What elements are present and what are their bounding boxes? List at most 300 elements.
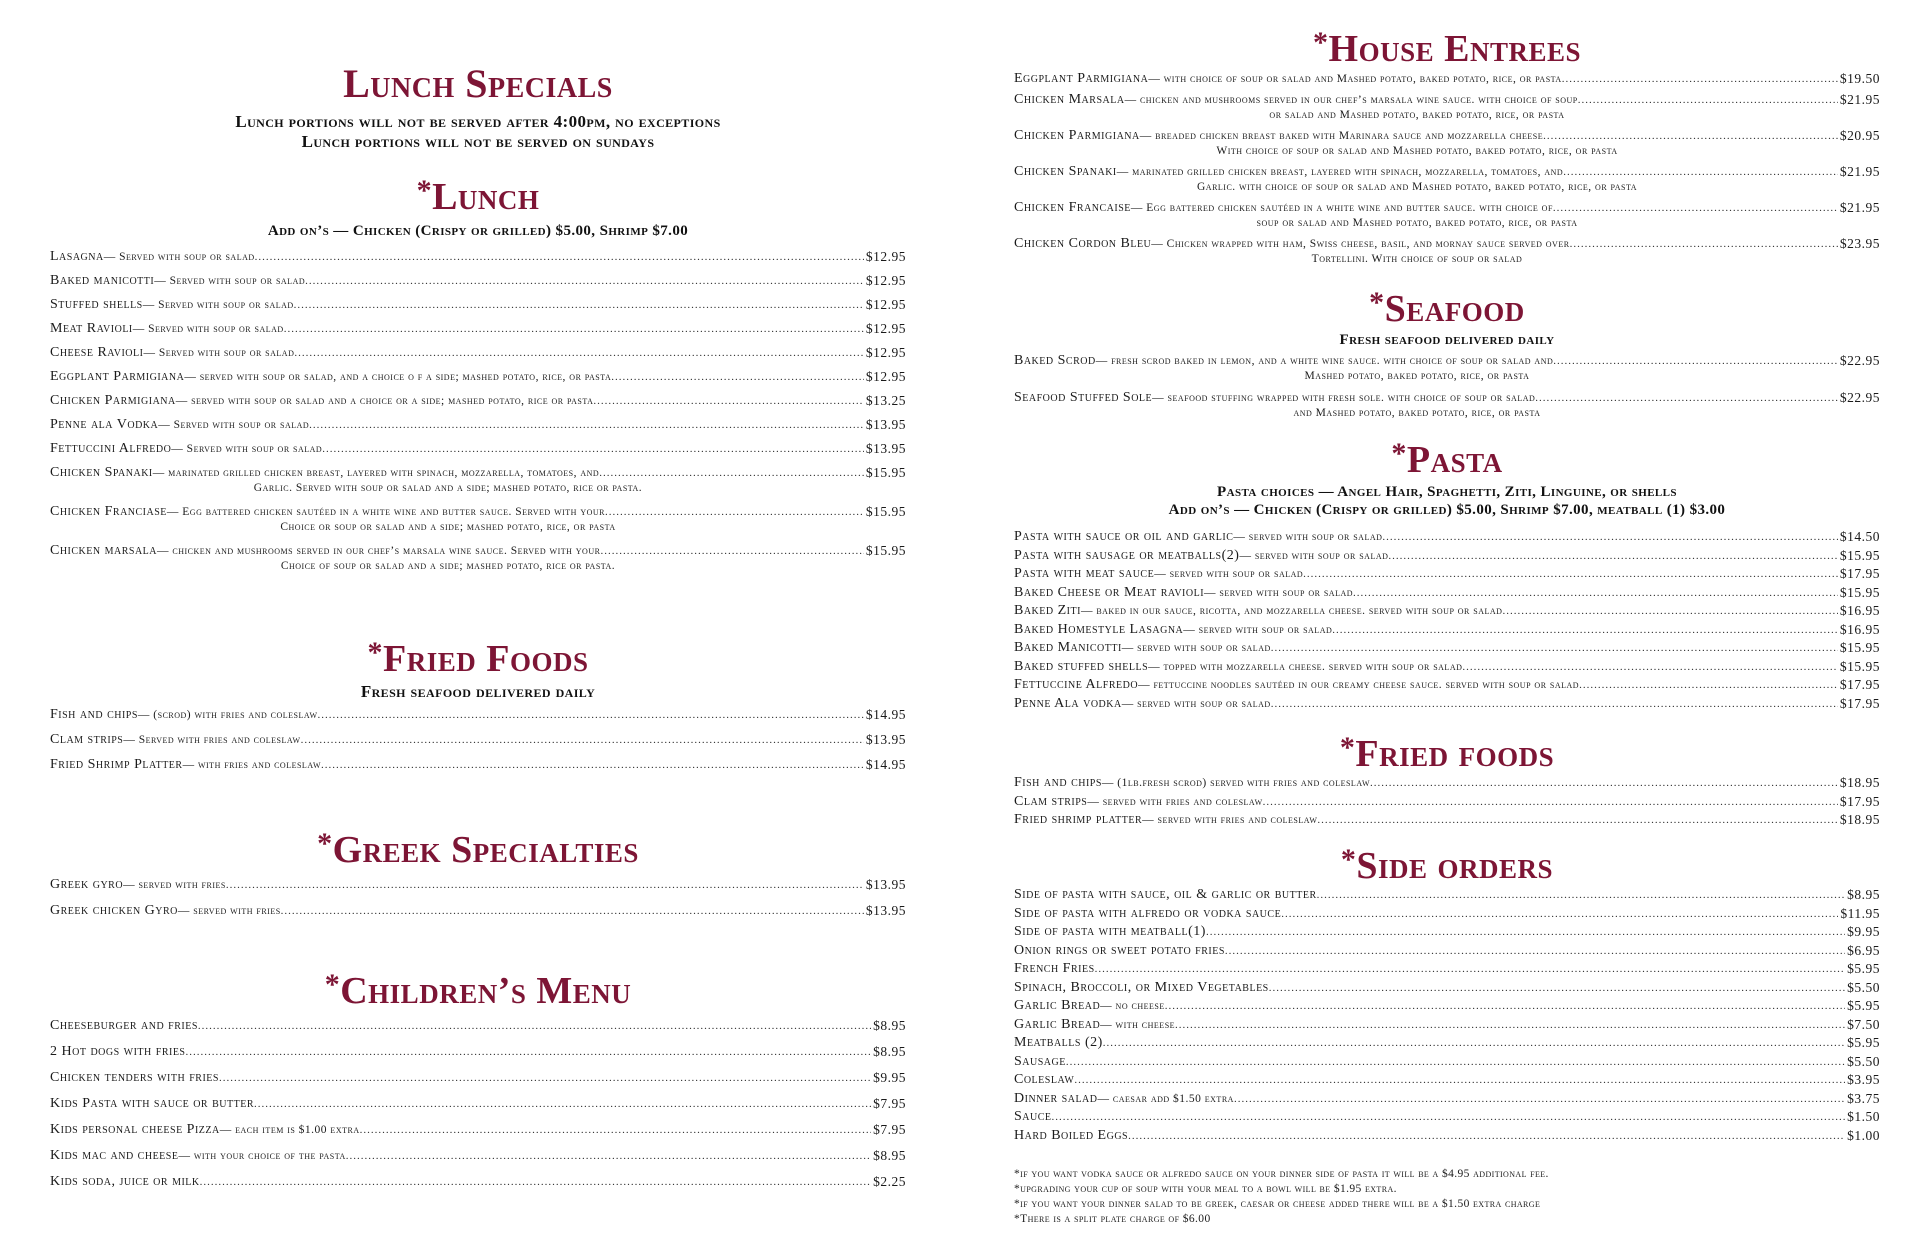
item-name: Kids Pasta with sauce or butter (50, 1096, 254, 1111)
item-price: $12.95 (865, 345, 906, 360)
fried-foods-right-items (1014, 775, 1880, 828)
item-name: Eggplant Parmigiana (50, 369, 185, 384)
item-price: $19.50 (1839, 71, 1880, 86)
menu-item-row (50, 417, 906, 433)
item-price: $1.00 (1847, 1127, 1880, 1143)
item-name: Stuffed shells (50, 297, 143, 312)
menu-item (50, 417, 906, 433)
item-price: $2.25 (873, 1174, 906, 1189)
menu-item-row (1014, 71, 1880, 87)
footnote: *upgrading your cup of soup with your meal to a bowl will be $1.95 extra. (1014, 1183, 1397, 1195)
menu-item-row (1014, 1091, 1880, 1107)
menu-item-row (50, 877, 906, 893)
item-description: — marinated grilled chicken breast, layered with spinach, mozzarella, tomatoes, and (152, 467, 600, 479)
item-description-continued: Choice of soup or salad and a side; mashed potato, rice or pasta. (280, 560, 616, 572)
item-description-continued: soup or salad and Mashed potato, baked potato, rice, or pasta (1256, 217, 1578, 229)
menu-item-row (50, 1174, 906, 1190)
menu-item-row (50, 757, 906, 773)
menu-item-row (1014, 677, 1880, 693)
menu-item-row (50, 249, 906, 265)
item-description-continued: With choice of soup or salad and Mashed potato, baked potato, rice, or pasta (1216, 145, 1618, 157)
item-description: — Served with soup or salad (103, 251, 255, 263)
item-name: Sausage (1014, 1053, 1066, 1069)
menu-item (1014, 236, 1880, 267)
item-price: $6.95 (1847, 942, 1880, 958)
dot-leader (1543, 128, 1838, 144)
item-name: Fettuccine Alfredo (1014, 677, 1139, 692)
item-price: $20.95 (1839, 128, 1880, 143)
item-price: $11.95 (1840, 905, 1880, 921)
footnotes (1014, 1167, 1880, 1227)
menu-item-row (1014, 775, 1880, 791)
menu-item-row (1014, 548, 1880, 564)
item-price: $17.95 (1839, 695, 1880, 711)
menu-item-row (50, 707, 906, 723)
pasta-addons: Add on’s — Chicken (Crispy or grilled) $5.00, Shrimp $7.00, meatball (1) $3.00 (1168, 502, 1726, 518)
item-description: — baked in our sauce, ricotta, and mozzarella cheese. served with soup or salad (1080, 605, 1503, 617)
item-price: $18.95 (1839, 812, 1880, 827)
lunch-items (50, 249, 906, 574)
house-entrees-section (1014, 26, 1880, 272)
dot-leader (305, 273, 864, 289)
item-name: Fettuccini Alfredo (50, 441, 172, 456)
menu-item (1014, 1128, 1880, 1144)
item-price: $13.95 (865, 732, 906, 747)
menu-item-row (1014, 943, 1880, 959)
item-name: Chicken Francaise (1014, 200, 1131, 215)
menu-item-row (1014, 659, 1880, 675)
item-name: Seafood Stuffed Sole (1014, 390, 1153, 405)
item-description: — topped with mozzarella cheese. served with soup or salad (1148, 660, 1463, 673)
dot-leader (611, 369, 864, 385)
menu-item (1014, 548, 1880, 564)
item-name: Side of pasta with meatball(1) (1014, 924, 1206, 939)
item-name: Fried Shrimp Platter (50, 757, 183, 772)
menu-item (50, 465, 906, 496)
pasta-section (1014, 437, 1880, 714)
item-price: $13.95 (865, 417, 906, 432)
fried-foods-right-section (1014, 731, 1880, 831)
item-description: — served with soup or salad (1204, 586, 1354, 599)
item-name: Chicken Spanaki (1014, 164, 1117, 179)
dot-leader (1103, 1035, 1845, 1051)
item-description: — served with soup or salad, and a choice o f a side; mashed potato, rice, or pasta (184, 371, 612, 383)
dot-leader (322, 441, 864, 457)
dot-leader (1462, 659, 1838, 675)
dot-leader (200, 1174, 872, 1190)
dot-leader (1128, 1128, 1845, 1144)
menu-item-row (1014, 200, 1880, 216)
menu-item-row (1014, 529, 1880, 545)
side-orders-title: *Side orders (1340, 843, 1554, 887)
item-description: — Served with fries and coleslaw (123, 734, 301, 746)
menu-item-row (50, 273, 906, 289)
item-description-continued: and Mashed potato, baked potato, rice, or pasta (1293, 407, 1541, 419)
menu-item (50, 1070, 906, 1086)
dot-leader (593, 393, 863, 409)
item-description: — Egg battered chicken sautéed in a white wine and butter sauce. Served with your (166, 506, 605, 518)
item-name: Cheese Ravioli (50, 345, 144, 360)
item-name: Fish and chips (50, 707, 138, 722)
item-description-continued: Garlic. Served with soup or salad and a side; mashed potato, rice or pasta. (253, 482, 643, 494)
item-price: $12.95 (865, 297, 906, 312)
menu-item (50, 877, 906, 893)
menu-item (1014, 71, 1880, 87)
menu-item (1014, 200, 1880, 231)
item-description: — chicken and mushrooms served in our chef’s marsala wine sauce. with choice of soup (1124, 94, 1578, 106)
menu-item (1014, 128, 1880, 159)
item-price: $12.95 (865, 249, 906, 264)
item-price: $5.95 (1847, 998, 1880, 1013)
menu-item-row (50, 441, 906, 457)
item-description: — served with soup or salad (1154, 568, 1304, 580)
dot-leader (294, 345, 864, 361)
item-price: $3.95 (1847, 1072, 1880, 1087)
footnote: *if you want your dinner salad to be greek, caesar or cheese added there will be a $1.50 extra charge (1014, 1198, 1541, 1210)
dot-leader (1234, 1091, 1845, 1107)
fried-foods-section (50, 636, 906, 782)
item-name: Chicken Cordon Bleu (1014, 236, 1152, 251)
item-price: $12.95 (865, 321, 906, 336)
menu-item-row (50, 543, 906, 559)
item-price: $17.95 (1839, 566, 1880, 581)
dot-leader (284, 321, 864, 337)
item-name: Kids mac and cheese (50, 1148, 179, 1163)
menu-item (1014, 812, 1880, 828)
menu-item-row (50, 297, 906, 313)
menu-item (1014, 603, 1880, 619)
item-name: Baked Scrod (1014, 353, 1096, 368)
dot-leader (254, 1096, 871, 1112)
item-name: Fried shrimp platter (1014, 812, 1143, 827)
menu-item (1014, 775, 1880, 791)
menu-item (50, 504, 906, 535)
menu-item (1014, 924, 1880, 940)
item-price: $7.95 (873, 1122, 906, 1137)
item-description: — Served with soup or salad (171, 443, 323, 455)
item-description: — breaded chicken breast baked with Marinara sauce and mozzarella cheese (1139, 130, 1544, 142)
item-description: — fettuccine noodles sautéed in our creamy cheese sauce. served with soup or salad (1138, 679, 1580, 691)
menu-item (50, 1096, 906, 1112)
menu-item (1014, 961, 1880, 977)
menu-item (1014, 1072, 1880, 1088)
menu-item (1014, 529, 1880, 545)
pasta-choices: Pasta choices — Angel Hair, Spaghetti, Ziti, Linguine, or shells (1217, 484, 1677, 500)
menu-item-row (1014, 1035, 1880, 1051)
item-price: $13.95 (865, 877, 906, 892)
menu-item-row (50, 1122, 906, 1138)
dot-leader (1502, 603, 1837, 619)
item-price: $12.95 (865, 369, 906, 384)
item-description: — served with soup or salad (1183, 623, 1333, 636)
item-price: $5.50 (1847, 1053, 1880, 1069)
menu-item (1014, 677, 1880, 693)
item-description: — served with fries (123, 879, 226, 891)
item-price: $21.95 (1839, 164, 1880, 179)
seafood-section (1014, 286, 1880, 427)
item-name: Penne ala Vodka (50, 417, 159, 432)
menu-item-row (1014, 92, 1880, 108)
menu-item-row (1014, 128, 1880, 144)
item-name: Baked stuffed shells (1014, 658, 1149, 674)
item-name: Greek chicken Gyro (50, 903, 178, 918)
lunch-addons: Add on’s — Chicken (Crispy or grilled) $5.00, Shrimp $7.00 (267, 223, 689, 239)
dot-leader (1074, 1072, 1845, 1088)
pasta-items (1014, 529, 1880, 712)
item-price: $21.95 (1839, 200, 1880, 215)
menu-item-row (1014, 1109, 1880, 1125)
menu-item (50, 321, 906, 337)
item-name: Baked Manicotti (1014, 640, 1122, 655)
item-description: — each item is $1.00 extra (219, 1124, 360, 1136)
item-description: — Chicken wrapped with ham, Swiss cheese, basil, and mornay sauce served over (1151, 238, 1570, 250)
menu-item-row (50, 369, 906, 385)
menu-item-row (1014, 603, 1880, 619)
item-description-continued: Mashed potato, baked potato, rice, or pasta (1304, 370, 1530, 382)
menu-item-row (1014, 353, 1880, 369)
item-description: — served with soup or salad (1233, 531, 1383, 543)
dot-leader (600, 543, 863, 559)
item-name: Spinach, Broccoli, or Mixed Vegetables (1014, 979, 1269, 995)
menu-item (50, 732, 906, 748)
menu-item (1014, 622, 1880, 638)
dot-leader (605, 504, 864, 520)
item-description: — Served with soup or salad (143, 347, 295, 359)
menu-item (1014, 1017, 1880, 1033)
item-name: Side of pasta with alfredo or vodka sauce (1014, 905, 1282, 921)
dot-leader (1052, 1109, 1846, 1125)
dot-leader (1317, 812, 1837, 828)
dot-leader (1553, 200, 1838, 216)
item-description: — seafood stuffing wrapped with fresh sole. with choice of soup or salad (1152, 392, 1536, 404)
item-name: Kids soda, juice or milk (50, 1174, 200, 1189)
item-description: — served with soup or salad (1121, 697, 1271, 710)
item-name: Chicken Spanaki (50, 465, 153, 480)
menu-item (50, 1044, 906, 1060)
item-price: $8.95 (873, 1148, 906, 1163)
menu-item (1014, 640, 1880, 656)
dot-leader (1578, 92, 1838, 108)
dot-leader (346, 1148, 871, 1164)
item-name: Chicken marsala (50, 543, 158, 558)
menu-item (1014, 164, 1880, 195)
dot-leader (1388, 548, 1837, 564)
pasta-title: *Pasta (1391, 437, 1503, 481)
item-price: $15.95 (1839, 658, 1880, 674)
item-name: Pasta with sausage or meatballs(2) (1014, 547, 1240, 563)
item-price: $15.95 (1839, 547, 1880, 563)
dot-leader (226, 877, 864, 893)
fried-foods-items (50, 707, 906, 773)
item-name: Clam strips (1014, 793, 1088, 809)
item-price: $15.95 (865, 504, 906, 519)
item-description: — served with soup or salad (1121, 642, 1271, 654)
dot-leader (186, 1044, 872, 1060)
menu-item-row (1014, 585, 1880, 601)
item-price: $8.95 (1847, 887, 1880, 902)
menu-item-row (1014, 812, 1880, 828)
menu-item (1014, 1091, 1880, 1107)
dot-leader (1563, 164, 1838, 180)
menu-item (50, 903, 906, 919)
dot-leader (1263, 794, 1838, 810)
item-price: $17.95 (1839, 793, 1880, 809)
item-name: Pasta with sauce or oil and garlic (1014, 529, 1234, 544)
menu-item-row (50, 903, 906, 919)
menu-item-row (50, 321, 906, 337)
dot-leader (599, 465, 864, 481)
item-name: Garlic Bread (1014, 1016, 1101, 1032)
dot-leader (1281, 906, 1838, 922)
childrens-title: *Children’s Menu (324, 968, 632, 1012)
menu-item (50, 1148, 906, 1164)
item-name: Side of pasta with sauce, oil & garlic or butter (1014, 887, 1317, 902)
dot-leader (1165, 998, 1845, 1014)
item-description: — no cheese (1100, 1000, 1165, 1012)
dot-leader (198, 1018, 871, 1034)
menu-item-row (1014, 390, 1880, 406)
menu-item (1014, 1035, 1880, 1051)
menu-item (1014, 943, 1880, 959)
item-price: $15.95 (865, 543, 906, 558)
item-price: $7.50 (1847, 1016, 1880, 1032)
item-price: $22.95 (1839, 353, 1880, 368)
item-name: Baked Ziti (1014, 603, 1081, 618)
menu-item-row (1014, 998, 1880, 1014)
item-name: Coleslaw (1014, 1072, 1075, 1087)
item-price: $7.95 (873, 1096, 906, 1111)
item-price: $9.95 (873, 1070, 906, 1085)
dot-leader (1095, 961, 1845, 977)
item-name: Chicken Marsala (1014, 92, 1125, 107)
item-description: — Served with soup or salad (158, 419, 310, 431)
item-name: Pasta with meat sauce (1014, 566, 1155, 581)
item-price: $22.95 (1839, 390, 1880, 405)
item-name: Chicken tenders with fries (50, 1070, 219, 1085)
menu-item-row (50, 393, 906, 409)
item-description-continued: or salad and Mashed potato, baked potato, rice, or pasta (1269, 109, 1565, 121)
dot-leader (318, 707, 864, 723)
dot-leader (1370, 775, 1838, 791)
item-description: — with cheese (1100, 1018, 1176, 1031)
house-entrees-items (1014, 71, 1880, 267)
item-name: Lasagna (50, 249, 104, 264)
item-name: Kids personal cheese Pizza (50, 1122, 220, 1137)
menu-item-row (1014, 622, 1880, 638)
item-price: $13.25 (865, 393, 906, 408)
item-name: Baked Cheese or Meat ravioli (1014, 584, 1205, 600)
item-price: $15.95 (865, 465, 906, 480)
childrens-items (50, 1018, 906, 1190)
menu-item (50, 1122, 906, 1138)
menu-item-row (1014, 794, 1880, 810)
seafood-title: *Seafood (1369, 286, 1525, 330)
item-description: — served with fries (177, 905, 281, 917)
item-price: $3.75 (1847, 1090, 1880, 1106)
item-description: — fresh scrod baked in lemon, and a white wine sauce. with choice of soup or salad and (1095, 355, 1554, 367)
dot-leader (1066, 1054, 1845, 1070)
menu-item-row (1014, 1017, 1880, 1033)
greek-items (50, 877, 906, 919)
dot-leader (1353, 585, 1838, 601)
dot-leader (321, 757, 864, 773)
childrens-section (50, 968, 906, 1200)
item-name: French Fries (1014, 961, 1095, 976)
item-description: — with fries and coleslaw (182, 759, 321, 771)
menu-item-row (1014, 1054, 1880, 1070)
item-price: $8.95 (873, 1044, 906, 1059)
dot-leader (1579, 677, 1838, 693)
item-name: Penne Ala vodka (1014, 695, 1122, 711)
item-description: — with your choice of the pasta (178, 1150, 346, 1162)
menu-item (50, 1018, 906, 1034)
item-name: 2 Hot dogs with fries (50, 1044, 186, 1059)
item-price: $12.95 (865, 273, 906, 288)
dot-leader (1269, 980, 1845, 996)
item-price: $17.95 (1839, 677, 1880, 692)
item-description: — served with fries and coleslaw (1087, 795, 1263, 808)
menu-item (1014, 980, 1880, 996)
menu-item-row (1014, 566, 1880, 582)
footnote: *if you want vodka sauce or alfredo sauce on your dinner side of pasta it will be a $4.95 additional fee. (1014, 1168, 1549, 1180)
menu-item (50, 369, 906, 385)
side-orders-section (1014, 843, 1880, 1146)
item-description: — Served with soup or salad (132, 323, 284, 335)
menu-item (50, 297, 906, 313)
house-entrees-title: *House Entrees (1313, 26, 1581, 70)
dot-leader (1382, 529, 1837, 545)
menu-item-row (50, 345, 906, 361)
item-name: Dinner salad (1014, 1090, 1098, 1106)
lunch-specials-header (50, 63, 906, 152)
item-description-continued: Garlic. with choice of soup or salad and Mashed potato, baked potato, rice, or pasta (1196, 181, 1638, 193)
menu-item (1014, 794, 1880, 810)
item-name: Meatballs (2) (1014, 1035, 1103, 1050)
fried-foods-title: *Fried Foods (367, 636, 589, 680)
item-price: $8.95 (873, 1018, 906, 1033)
dot-leader (1570, 236, 1838, 252)
item-description-continued: Tortellini. With choice of soup or salad (1311, 253, 1523, 265)
menu-item-row (1014, 961, 1880, 977)
menu-item-row (50, 465, 906, 481)
item-name: Chicken Parmigiana (1014, 128, 1140, 143)
lunch-specials-title: Lunch Specials (343, 61, 613, 106)
item-description: — Served with soup or salad (142, 299, 294, 311)
dot-leader (1553, 353, 1838, 369)
dot-leader (1535, 390, 1838, 406)
item-name: Onion rings or sweet potato fries (1014, 942, 1225, 958)
item-price: $18.95 (1839, 775, 1880, 790)
item-name: Eggplant Parmigiana (1014, 71, 1149, 86)
item-description: — with choice of soup or salad and Mashed potato, baked potato, rice, or pasta (1148, 73, 1562, 85)
menu-item-row (1014, 1072, 1880, 1088)
item-description: — served with fries and coleslaw (1142, 814, 1318, 826)
item-price: $15.95 (1839, 640, 1880, 655)
menu-item-row (50, 1018, 906, 1034)
menu-item (1014, 353, 1880, 384)
menu-item (50, 757, 906, 773)
seafood-items (1014, 353, 1880, 421)
item-price: $15.95 (1839, 584, 1880, 600)
fried-foods-right-title: *Fried foods (1339, 731, 1555, 775)
menu-item-row (1014, 980, 1880, 996)
menu-item (50, 1174, 906, 1190)
item-price: $14.95 (865, 757, 906, 772)
menu-item-row (50, 732, 906, 748)
menu-item (50, 249, 906, 265)
item-price: $9.95 (1847, 924, 1880, 939)
item-price: $1.50 (1847, 1109, 1880, 1124)
